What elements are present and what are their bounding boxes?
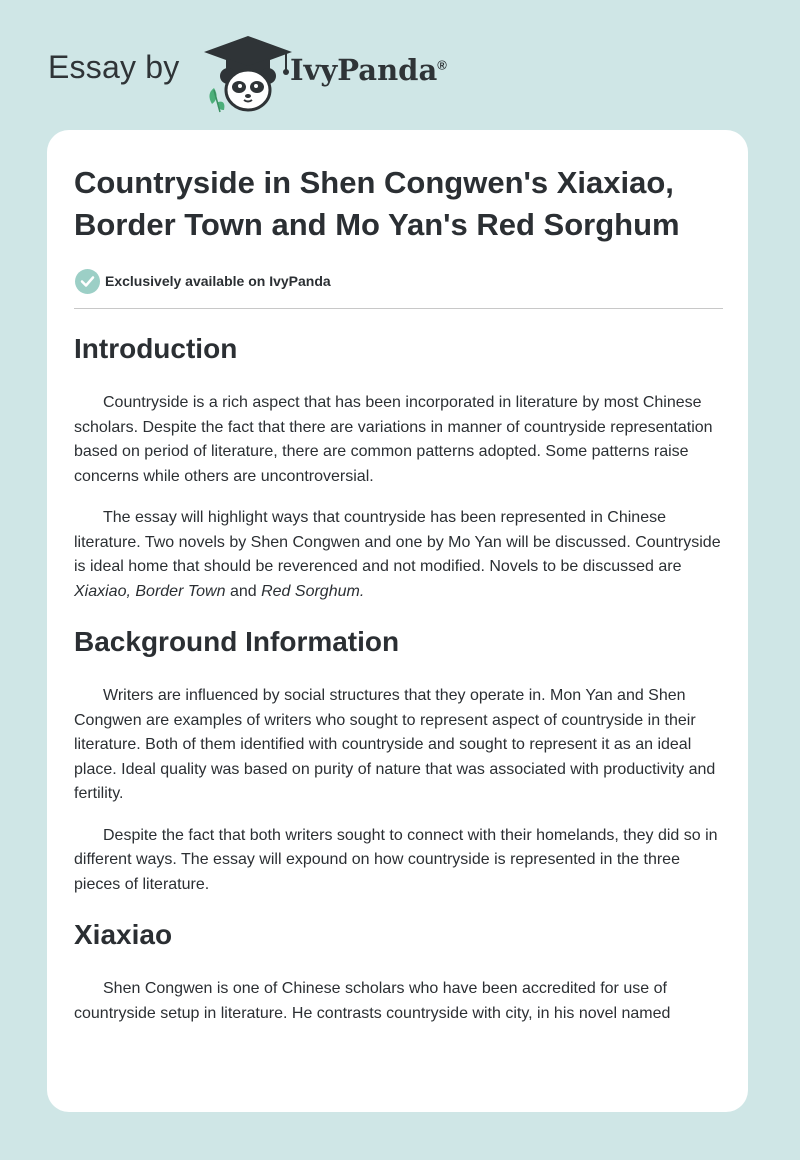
paragraph-text: The essay will highlight ways that countryside has been represented in Chinese literature. Two novels by Shen Congwen and one by Mo Yan will be discussed. Countryside is ideal home that should be reverenced and not modified. Novels to be discussed are bbox=[74, 509, 721, 575]
section-background bbox=[74, 625, 724, 897]
exclusive-badge bbox=[74, 268, 724, 294]
paragraph: Despite the fact that both writers sought to connect with their homelands, they did so in different ways. The essay will expound on how countryside is represented in the three pieces of literature. bbox=[74, 826, 718, 893]
panda-graduate-logo-icon bbox=[200, 30, 296, 114]
paragraph: Countryside is a rich aspect that has been incorporated in literature by most Chinese scholars. Despite the fact that there are variations in manner of countryside representation based on period of literature, there are common patterns adopted. Some patterns raise concerns while others are uncontroversial. bbox=[74, 394, 713, 485]
essay-content bbox=[74, 162, 724, 1026]
badge-text: Exclusively available on IvyPanda bbox=[105, 273, 331, 289]
check-circle-icon bbox=[75, 269, 100, 294]
section-introduction bbox=[74, 332, 724, 604]
paragraph bbox=[74, 506, 724, 604]
section-heading: Xiaxiao bbox=[74, 919, 173, 950]
title-divider bbox=[74, 308, 723, 309]
brand-name bbox=[290, 53, 447, 87]
paragraph-text: and bbox=[225, 582, 262, 600]
novel-title: Red Sorghum. bbox=[261, 582, 365, 600]
essay-title: Countryside in Shen Congwen's Xiaxiao, Border Town and Mo Yan's Red Sorghum bbox=[74, 165, 680, 242]
section-heading: Background Information bbox=[74, 626, 400, 657]
brand-name-text: IvyPanda bbox=[290, 53, 438, 87]
essay-card bbox=[47, 130, 748, 1112]
section-xiaxiao bbox=[74, 918, 724, 1026]
paragraph: Shen Congwen is one of Chinese scholars who have been accredited for use of countryside setup in literature. He contrasts countryside with city, in his novel named bbox=[74, 980, 671, 1022]
brand-header bbox=[46, 30, 546, 120]
paragraph: Writers are influenced by social structures that they operate in. Mon Yan and Shen Congwen are examples of writers who sought to represent aspect of countryside in their literature. Both of them identified with countryside and sought to represent it as an ideal place. Ideal quality was based on purity of nature that was associated with productivity and fertility. bbox=[74, 687, 716, 802]
section-heading: Introduction bbox=[74, 333, 238, 364]
novel-title: Xiaxiao, Border Town bbox=[74, 582, 226, 600]
brand-prefix: Essay by bbox=[48, 49, 180, 85]
registered-mark: ® bbox=[437, 57, 447, 73]
